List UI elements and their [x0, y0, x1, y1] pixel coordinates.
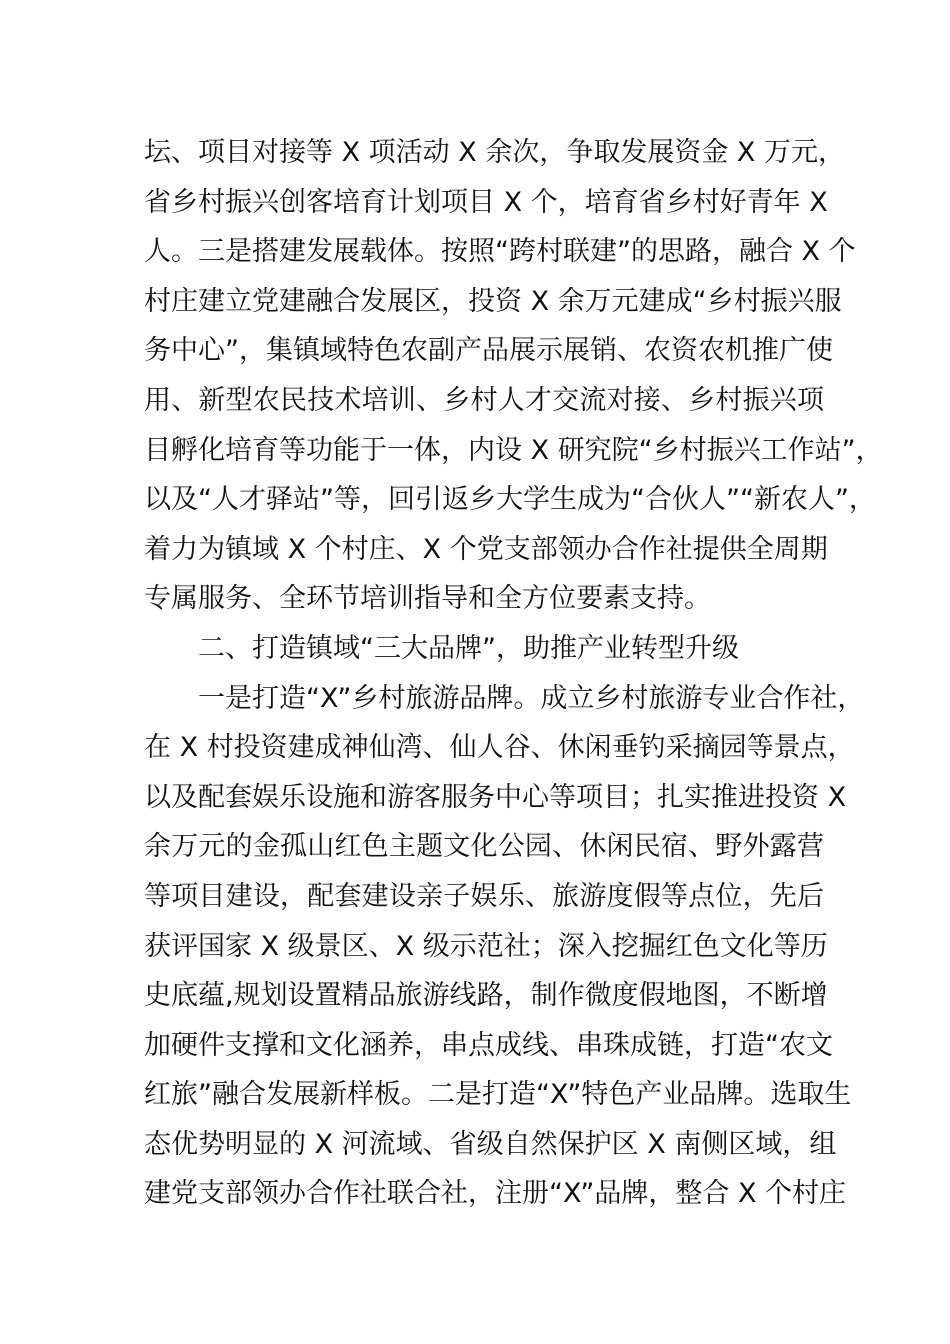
text-line-7: 目孵化培育等功能于一体，内设 X 研究院“乡村振兴工作站”， [144, 434, 883, 466]
text-line-15: 余万元的金孤山红色主题文化公园、休闲民宿、野外露营 [144, 831, 824, 863]
text-line-16: 等项目建设，配套建设亲子娱乐、旅游度假等点位，先后 [144, 880, 824, 912]
text-line-6: 用、新型农民技术培训、乡村人才交流对接、乡村振兴项 [144, 384, 824, 416]
text-line-12: 一是打造“X”乡村旅游品牌。成立乡村旅游专业合作社， [198, 682, 865, 714]
section-heading: 二、打造镇域“三大品牌”，助推产业转型升级 [198, 632, 739, 664]
text-line-4: 村庄建立党建融合发展区，投资 X 余万元建成“乡村振兴服 [144, 285, 842, 317]
text-line-2: 省乡村振兴创客培育计划项目 X 个，培育省乡村好青年 X [144, 186, 828, 218]
text-line-18: 史底蕴,规划设置精品旅游线路，制作微度假地图，不断增 [144, 980, 828, 1012]
text-line-13: 在 X 村投资建成神仙湾、仙人谷、休闲垂钓采摘园等景点， [144, 732, 855, 764]
text-line-8: 以及“人才驿站”等，回引返乡大学生成为“合伙人”“新农人”， [144, 484, 876, 516]
text-line-10: 专属服务、全环节培训指导和全方位要素支持。 [144, 583, 711, 615]
text-line-3: 人。三是搭建发展载体。按照“跨村联建”的思路，融合 X 个 [144, 236, 856, 268]
text-line-19: 加硬件支撑和文化涵养，串点成线、串珠成链，打造“农文 [144, 1029, 833, 1061]
text-line-1: 坛、项目对接等 X 项活动 X 余次，争取发展资金 X 万元， [144, 137, 845, 168]
text-line-22: 建党支部领办合作社联合社，注册“X”品牌，整合 X 个村庄 [144, 1178, 847, 1210]
text-line-17: 获评国家 X 级景区、X 级示范社；深入挖掘红色文化等历 [144, 930, 828, 962]
body-text [144, 128, 883, 1219]
text-line-14: 以及配套娱乐设施和游客服务中心等项目；扎实推进投资 X [144, 781, 847, 813]
text-line-5: 务中心”，集镇域特色农副产品展示展销、农资农机推广使 [144, 335, 833, 367]
text-line-21: 态优势明显的 X 河流域、省级自然保护区 X 南侧区域，组 [144, 1128, 837, 1160]
text-line-20: 红旅”融合发展新样板。二是打造“X”特色产业品牌。选取生 [144, 1079, 852, 1111]
text-line-9: 着力为镇域 X 个村庄、X 个党支部领办合作社提供全周期 [144, 533, 828, 565]
